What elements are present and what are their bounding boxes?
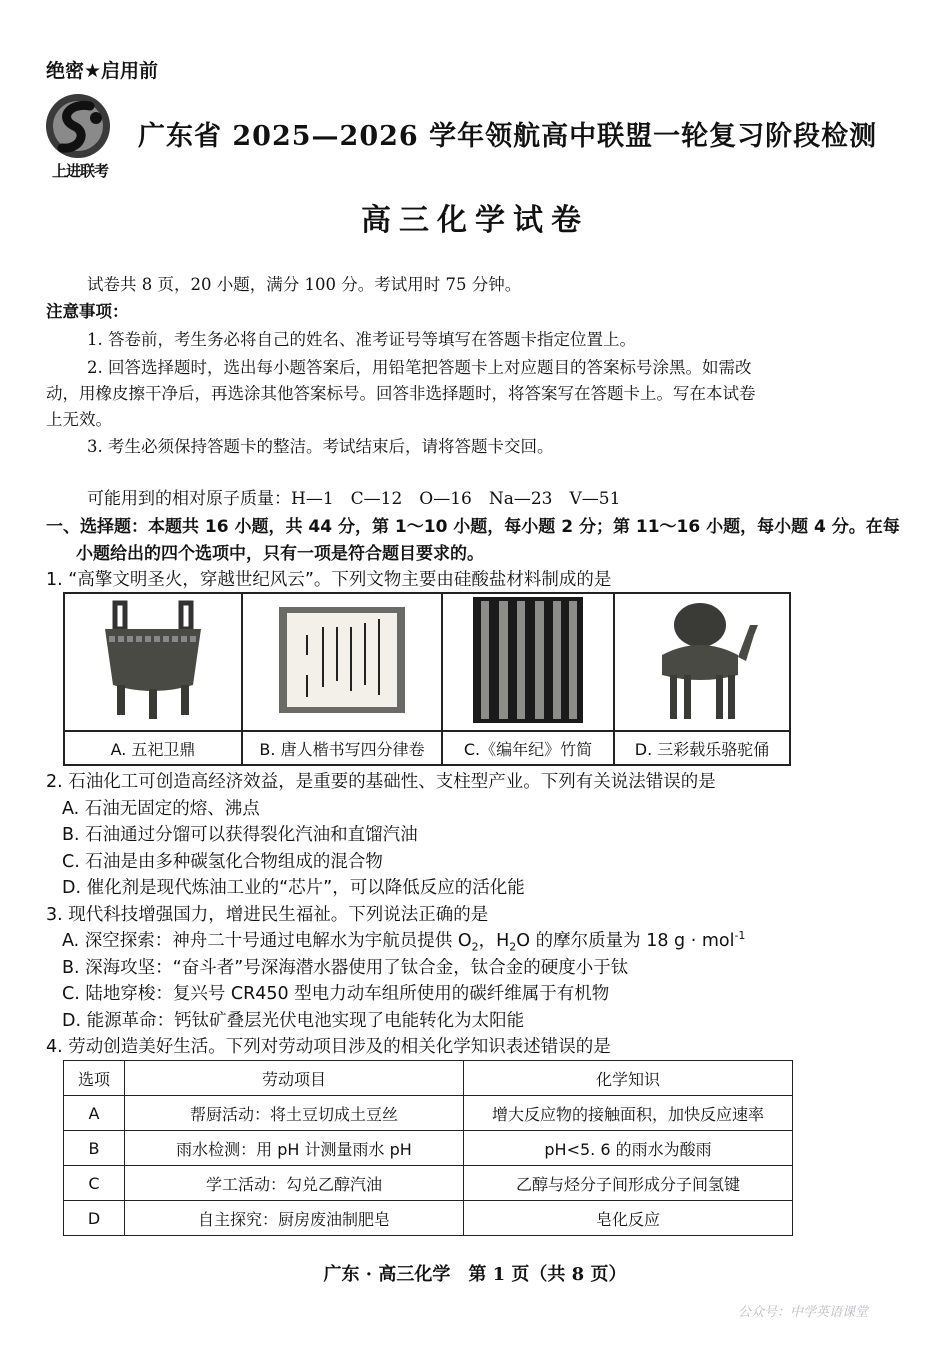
table-header: 选项 xyxy=(64,1061,125,1096)
table-cell: C xyxy=(64,1166,125,1201)
q2-option-a: A. 石油无固定的熔、沸点 xyxy=(62,799,260,819)
q2-option-c: C. 石油是由多种碳氢化合物组成的混合物 xyxy=(62,852,383,872)
superscript: -1 xyxy=(734,929,746,943)
q2-option-b: B. 石油通过分馏可以获得裂化汽油和直馏汽油 xyxy=(62,825,418,845)
exam-title: 广东省 2025—2026 学年领航高中联盟一轮复习阶段检测 xyxy=(138,121,878,152)
watermark: 公众号：中学英语课堂 xyxy=(738,1305,869,1320)
q1-image-c xyxy=(442,593,614,731)
table-cell: 帮厨活动：将土豆切成土豆丝 xyxy=(125,1096,464,1131)
confidential-mark: 绝密★启用前 xyxy=(46,60,159,82)
q1-option-a: A. 五祀卫鼎 xyxy=(64,731,242,765)
q1-image-a xyxy=(64,593,242,731)
section1-heading-cont: 小题给出的四个选项中，只有一项是符合题目要求的。 xyxy=(76,544,484,564)
q3-option-a xyxy=(62,927,745,954)
notice-item: 动，用橡皮擦干净后，再选涂其他答案标号。回答非选择题时，将答案写在答题卡上。写在本试卷 xyxy=(46,384,756,403)
q1-image-table xyxy=(63,592,791,766)
table-header: 化学知识 xyxy=(464,1061,793,1096)
logo-text: 上进联考 xyxy=(51,162,108,180)
q1-image-b xyxy=(242,593,442,731)
q1-option-c: C.《编年纪》竹简 xyxy=(442,731,614,765)
table-cell: 雨水检测：用 pH 计测量雨水 pH xyxy=(125,1131,464,1166)
table-cell: 乙醇与烃分子间形成分子间氢键 xyxy=(464,1166,793,1201)
notice-heading: 注意事项： xyxy=(46,302,129,321)
table-cell: 皂化反应 xyxy=(464,1201,793,1236)
q3-option-a-text: ，H xyxy=(478,931,510,951)
q4-table xyxy=(63,1060,793,1236)
table-cell: 增大反应物的接触面积，加快反应速率 xyxy=(464,1096,793,1131)
table-row xyxy=(64,1131,793,1166)
subscript: 2 xyxy=(509,940,517,954)
q1-image-d xyxy=(614,593,790,731)
table-cell: pH<5. 6 的雨水为酸雨 xyxy=(464,1131,793,1166)
table-row xyxy=(64,1201,793,1236)
q4-stem: 4. 劳动创造美好生活。下列对劳动项目涉及的相关化学知识表述错误的是 xyxy=(46,1037,611,1057)
q1-option-d: D. 三彩载乐骆驼俑 xyxy=(614,731,790,765)
camel-figurine-icon xyxy=(642,595,762,725)
table-row xyxy=(64,1096,793,1131)
q1-stem: 1. “高擎文明圣火，穿越世纪风云”。下列文物主要由硅酸盐材料制成的是 xyxy=(46,570,612,590)
q3-stem: 3. 现代科技增强国力，增进民生福祉。下列说法正确的是 xyxy=(46,905,489,925)
notice-item: 3. 考生必须保持答题卡的整洁。考试结束后，请将答题卡交回。 xyxy=(87,437,554,456)
q2-option-d: D. 催化剂是现代炼油工业的“芯片”，可以降低反应的活化能 xyxy=(62,878,525,898)
table-header-row xyxy=(64,1061,793,1096)
atomic-mass: 可能用到的相对原子质量：H—1 C—12 O—16 Na—23 V—51 xyxy=(87,489,621,509)
bamboo-slips-icon xyxy=(473,597,583,723)
q3-option-b: B. 深海攻坚：“奋斗者”号深海潜水器使用了钛合金，钛合金的硬度小于钛 xyxy=(62,958,629,978)
table-cell: A xyxy=(64,1096,125,1131)
notice-item: 1. 答卷前，考生务必将自己的姓名、准考证号等填写在答题卡指定位置上。 xyxy=(87,330,636,349)
bronze-ding-icon xyxy=(93,597,213,723)
q3-option-d: D. 能源革命：钙钛矿叠层光伏电池实现了电能转化为太阳能 xyxy=(62,1011,525,1031)
table-cell: 学工活动：勾兑乙醇汽油 xyxy=(125,1166,464,1201)
calligraphy-scroll-icon xyxy=(277,605,407,715)
exam-subtitle: 高三化学试卷 xyxy=(361,203,589,238)
page-footer: 广东 · 高三化学 第 1 页（共 8 页） xyxy=(323,1264,627,1285)
q3-option-a-text: A. 深空探索：神舟二十号通过电解水为宇航员提供 O xyxy=(62,931,472,951)
notice-item: 上无效。 xyxy=(46,410,112,429)
table-header: 劳动项目 xyxy=(125,1061,464,1096)
table-cell: B xyxy=(64,1131,125,1166)
subscript: 2 xyxy=(471,940,479,954)
q3-option-c: C. 陆地穿梭：复兴号 CR450 型电力动车组所使用的碳纤维属于有机物 xyxy=(62,984,610,1004)
table-cell: D xyxy=(64,1201,125,1236)
table-cell: 自主探究：厨房废油制肥皂 xyxy=(125,1201,464,1236)
q1-option-b: B. 唐人楷书写四分律卷 xyxy=(242,731,442,765)
table-row xyxy=(64,1166,793,1201)
section1-heading: 一、选择题：本题共 16 小题，共 44 分，第 1～10 小题，每小题 2 分；第 11～16 小题，每小题 4 分。在每 xyxy=(46,517,900,537)
q2-stem: 2. 石油化工可创造高经济效益，是重要的基础性、支柱型产业。下列有关说法错误的是 xyxy=(46,772,716,792)
notice-item: 2. 回答选择题时，选出每小题答案后，用铅笔把答题卡上对应题目的答案标号涂黑。如需改 xyxy=(87,358,752,377)
intro-text: 试卷共 8 页，20 小题，满分 100 分。考试用时 75 分钟。 xyxy=(87,275,522,294)
q3-option-a-text: O 的摩尔质量为 18 g · mol xyxy=(516,931,735,951)
